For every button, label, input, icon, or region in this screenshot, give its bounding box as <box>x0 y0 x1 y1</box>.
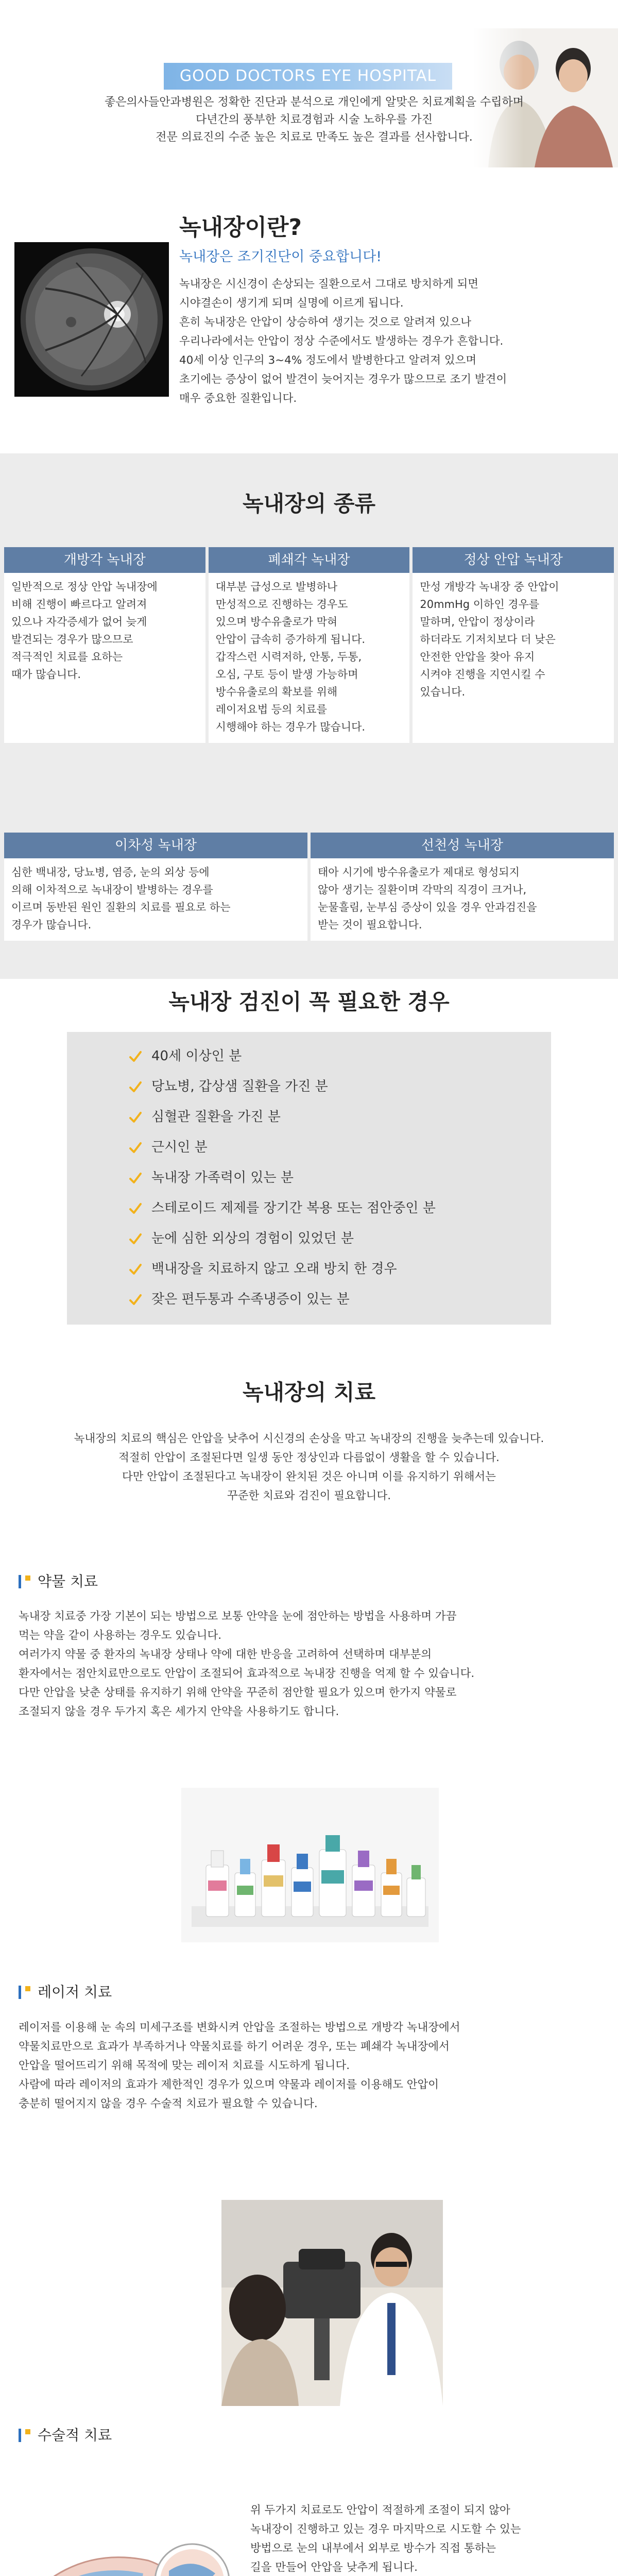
type-line: 있으나 자각증세가 없어 늦게 <box>11 616 147 629</box>
type-line: 안전한 안압을 찾아 유지 <box>420 651 535 664</box>
para-line: 안압을 떨어뜨리기 위해 목적에 맞는 레이저 치료를 시도하게 됩니다. <box>19 2059 350 2072</box>
para-line: 사람에 따라 레이저의 효과가 제한적인 경우가 있으며 약물과 레이저를 이용해도 안압이 <box>19 2078 439 2091</box>
checkup-item <box>129 1072 551 1102</box>
body-line: 흔히 녹내장은 안압이 상승하여 생기는 것으로 알려져 있으나 <box>179 315 472 329</box>
what-is-glaucoma-title: 녹내장이란? <box>179 214 302 241</box>
type-line: 갑작스런 시력저하, 안통, 두통, <box>215 651 362 664</box>
section-marker-dot <box>25 2429 30 2434</box>
type-card-header: 폐쇄각 녹내장 <box>209 547 410 573</box>
body-line: 매우 중요한 질환입니다. <box>179 392 297 405</box>
type-line: 비해 진행이 빠르다고 알려져 <box>11 598 147 611</box>
type-card-normal-tension <box>413 547 614 743</box>
body-line: 초기에는 증상이 없어 발견이 늦어지는 경우가 많으므로 조기 발견이 <box>179 372 507 386</box>
checkup-item-text: 40세 이상인 분 <box>151 1048 242 1064</box>
hero-line: 좋은의사들안과병원은 정확한 진단과 분석으로 개인에게 알맞은 치료계획을 수립하며 <box>104 96 524 109</box>
hero-line: 전문 의료진의 수준 높은 치료로 만족도 높은 결과를 선사합니다. <box>156 131 473 144</box>
para-line: 녹내장 치료중 가장 기본이 되는 방법으로 보통 안약을 눈에 점안하는 방법을 사용하며 가끔 <box>19 1610 457 1623</box>
types-title: 녹내장의 종류 <box>242 491 376 516</box>
section-marker-icon <box>19 2429 21 2442</box>
laser-therapy-body <box>19 2019 600 2114</box>
treatment-title: 녹내장의 치료 <box>242 1380 376 1405</box>
checkmark-icon <box>129 1202 142 1215</box>
checkmark-icon <box>129 1232 142 1246</box>
section-marker-icon <box>19 1575 21 1588</box>
surgery-heading <box>19 2424 112 2446</box>
checkup-item-text: 심혈관 질환을 가진 분 <box>151 1109 281 1125</box>
types-row-2 <box>4 833 614 941</box>
checkmark-icon <box>129 1293 142 1307</box>
eye-anatomy-diagram <box>14 2524 236 2576</box>
type-line: 있습니다. <box>420 686 466 699</box>
checkup-item <box>129 1284 551 1315</box>
checkup-item <box>129 1041 551 1072</box>
type-line: 눈물흘림, 눈부심 증상이 있을 경우 안과검진을 <box>318 901 537 914</box>
para-line: 약물치료만으로 효과가 부족하거나 약물치료를 하기 어려운 경우, 또는 폐쇄각 녹내장에서 <box>19 2040 450 2053</box>
para-line: 여러가지 약물 중 환자의 녹내장 상태나 약에 대한 반응을 고려하여 선택하며 대부분의 <box>19 1648 432 1661</box>
checkup-item-text: 눈에 심한 외상의 경험이 있었던 분 <box>151 1231 354 1247</box>
type-card-body <box>413 573 614 708</box>
type-card-open-angle <box>4 547 205 743</box>
checkup-item <box>129 1132 551 1163</box>
type-line: 발견되는 경우가 많으므로 <box>11 633 133 646</box>
intro-line: 다만 안압이 조절된다고 녹내장이 완치된 것은 아니며 이를 유지하기 위해서는 <box>122 1470 496 1483</box>
checkmark-icon <box>129 1172 142 1185</box>
para-line: 다만 안압을 낮춘 상태를 유지하기 위해 안약을 꾸준히 점안할 필요가 있으며 한가지 약물로 <box>19 1686 457 1699</box>
surgery-body <box>250 2501 606 2576</box>
type-line: 때가 많습니다. <box>11 668 81 681</box>
type-line: 오심, 구토 등이 발생 가능하며 <box>215 668 358 681</box>
para-line: 위 두가지 치료로도 안압이 적절하게 조절이 되지 않아 <box>250 2504 510 2517</box>
drug-therapy-body <box>19 1607 600 1722</box>
hero-line: 다년간의 풍부한 치료경험과 시술 노하우를 가진 <box>195 113 433 127</box>
checkmark-icon <box>129 1263 142 1276</box>
para-line: 레이저를 이용해 눈 속의 미세구조를 변화시켜 안압을 조절하는 방법으로 개방각 녹내장에서 <box>19 2021 460 2034</box>
type-line: 있으며 방수유출로가 막혀 <box>215 616 338 629</box>
para-line: 조절되지 않을 경우 두가지 혹은 세가지 안약을 사용하기도 합니다. <box>19 1705 339 1718</box>
checkup-list <box>67 1032 551 1325</box>
type-line: 레이저요법 등의 치료를 <box>215 703 327 716</box>
type-line: 대부분 급성으로 발병하나 <box>215 581 338 593</box>
type-card-body <box>311 858 614 941</box>
body-line: 녹내장은 시신경이 손상되는 질환으로서 그대로 방치하게 되면 <box>179 278 479 291</box>
type-card-header: 이차성 녹내장 <box>4 833 307 858</box>
type-card-header: 개방각 녹내장 <box>4 547 205 573</box>
body-line: 40세 이상 인구의 3~4% 정도에서 발병한다고 알려져 있으며 <box>179 353 477 367</box>
type-line: 심한 백내장, 당뇨병, 염증, 눈의 외상 등에 <box>11 866 210 878</box>
hospital-banner: GOOD DOCTORS EYE HOSPITAL <box>164 63 452 90</box>
type-line: 태아 시기에 방수유출로가 제대로 형성되지 <box>318 866 520 878</box>
treatment-intro <box>0 1430 618 1506</box>
body-line: 우리나라에서는 안압이 정상 수준에서도 발생하는 경우가 흔합니다. <box>179 334 504 348</box>
type-line: 안압이 급속히 증가하게 됩니다. <box>215 633 366 646</box>
checkup-item <box>129 1102 551 1132</box>
type-line: 말하며, 안압이 정상이라 <box>420 616 535 629</box>
intro-line: 녹내장의 치료의 핵심은 안압을 낮추어 시신경의 손상을 막고 녹내장의 진행을 늦추는데 있습니다. <box>74 1432 544 1445</box>
hero-section <box>0 0 618 170</box>
type-line: 적극적인 치료를 요하는 <box>11 651 123 664</box>
surgery-heading-text: 수술적 치료 <box>38 2427 112 2444</box>
drug-therapy-heading <box>19 1570 98 1592</box>
section-marker-icon <box>19 1986 21 1999</box>
type-line: 않아 생기는 질환이며 각막의 직경이 크거나, <box>318 884 527 896</box>
type-card-closed-angle <box>209 547 410 743</box>
checkup-item-text: 녹내장 가족력이 있는 분 <box>151 1170 294 1186</box>
checkup-item <box>129 1224 551 1254</box>
checkup-item-text: 당뇨병, 갑상샘 질환을 가진 분 <box>151 1079 328 1095</box>
type-card-body <box>4 573 205 690</box>
type-line: 방수유출로의 확보를 위해 <box>215 686 338 699</box>
para-line: 충분히 떨어지지 않을 경우 수술적 치료가 필요할 수 있습니다. <box>19 2097 318 2110</box>
type-line: 받는 것이 필요합니다. <box>318 919 422 931</box>
type-line: 경우가 많습니다. <box>11 919 92 931</box>
para-line: 방법으로 눈의 내부에서 외부로 방수가 직접 통하는 <box>250 2541 496 2555</box>
type-card-header: 정상 안압 녹내장 <box>413 547 614 573</box>
section-marker-dot <box>25 1986 30 1991</box>
type-line: 만성적으로 진행하는 경우도 <box>215 598 348 611</box>
type-line: 시켜야 진행을 지연시킬 수 <box>420 668 545 681</box>
types-row-1 <box>4 547 614 743</box>
retina-fundus-image <box>14 242 169 397</box>
checkmark-icon <box>129 1080 142 1094</box>
type-card-header: 선천성 녹내장 <box>311 833 614 858</box>
para-line: 길을 만들어 안압을 낮추게 됩니다. <box>250 2561 418 2574</box>
checkup-item-text: 백내장을 치료하지 않고 오래 방치 한 경우 <box>151 1261 397 1277</box>
type-line: 시행해야 하는 경우가 많습니다. <box>215 721 366 734</box>
checkup-item-text: 잦은 편두통과 수족냉증이 있는 분 <box>151 1292 350 1308</box>
eye-exam-photo <box>221 2200 443 2406</box>
checkup-item <box>129 1193 551 1224</box>
hero-intro <box>31 94 597 146</box>
what-is-glaucoma-body <box>179 275 602 409</box>
para-line: 환자에서는 점안치료만으로도 안압이 조절되어 효과적으로 녹내장 진행을 억제 할 수 있습니다. <box>19 1667 475 1680</box>
checkup-item <box>129 1163 551 1193</box>
drug-therapy-heading-text: 약물 치료 <box>38 1573 98 1590</box>
type-line: 하더라도 기저치보다 더 낮은 <box>420 633 556 646</box>
section-marker-dot <box>25 1575 30 1581</box>
type-card-body <box>209 573 410 743</box>
checkmark-icon <box>129 1111 142 1124</box>
checkmark-icon <box>129 1050 142 1063</box>
checkup-item <box>129 1254 551 1284</box>
checkup-item-text: 스테로이드 제제를 장기간 복용 또는 점안중인 분 <box>151 1200 436 1216</box>
body-line: 시야결손이 생기게 되며 실명에 이르게 됩니다. <box>179 296 404 310</box>
intro-line: 꾸준한 치료와 검진이 필요합니다. <box>227 1489 391 1502</box>
checkmark-icon <box>129 1141 142 1155</box>
type-line: 일반적으로 정상 안압 녹내장에 <box>11 581 158 593</box>
checkup-title: 녹내장 검진이 꼭 필요한 경우 <box>168 989 450 1014</box>
type-line: 20mmHg 이하인 경우를 <box>420 598 540 611</box>
type-card-congenital <box>311 833 614 941</box>
checkup-item-text: 근시인 분 <box>151 1140 208 1156</box>
what-is-glaucoma-subtitle: 녹내장은 조기진단이 중요합니다! <box>179 249 382 265</box>
type-card-secondary <box>4 833 307 941</box>
intro-line: 적절히 안압이 조절된다면 일생 동안 정상인과 다름없이 생활을 할 수 있습니다. <box>118 1451 500 1464</box>
eye-drops-photo <box>181 1788 439 1942</box>
type-line: 만성 개방각 녹내장 중 안압이 <box>420 581 559 593</box>
para-line: 먹는 약을 같이 사용하는 경우도 있습니다. <box>19 1629 222 1642</box>
laser-therapy-heading <box>19 1981 112 2003</box>
type-card-body <box>4 858 307 941</box>
type-line: 의해 이차적으로 녹내장이 발병하는 경우를 <box>11 884 213 896</box>
laser-therapy-heading-text: 레이저 치료 <box>38 1984 112 2001</box>
para-line: 녹내장이 진행하고 있는 경우 마지막으로 시도할 수 있는 <box>250 2522 521 2536</box>
type-line: 이르며 동반된 원인 질환의 치료를 필요로 하는 <box>11 901 231 914</box>
